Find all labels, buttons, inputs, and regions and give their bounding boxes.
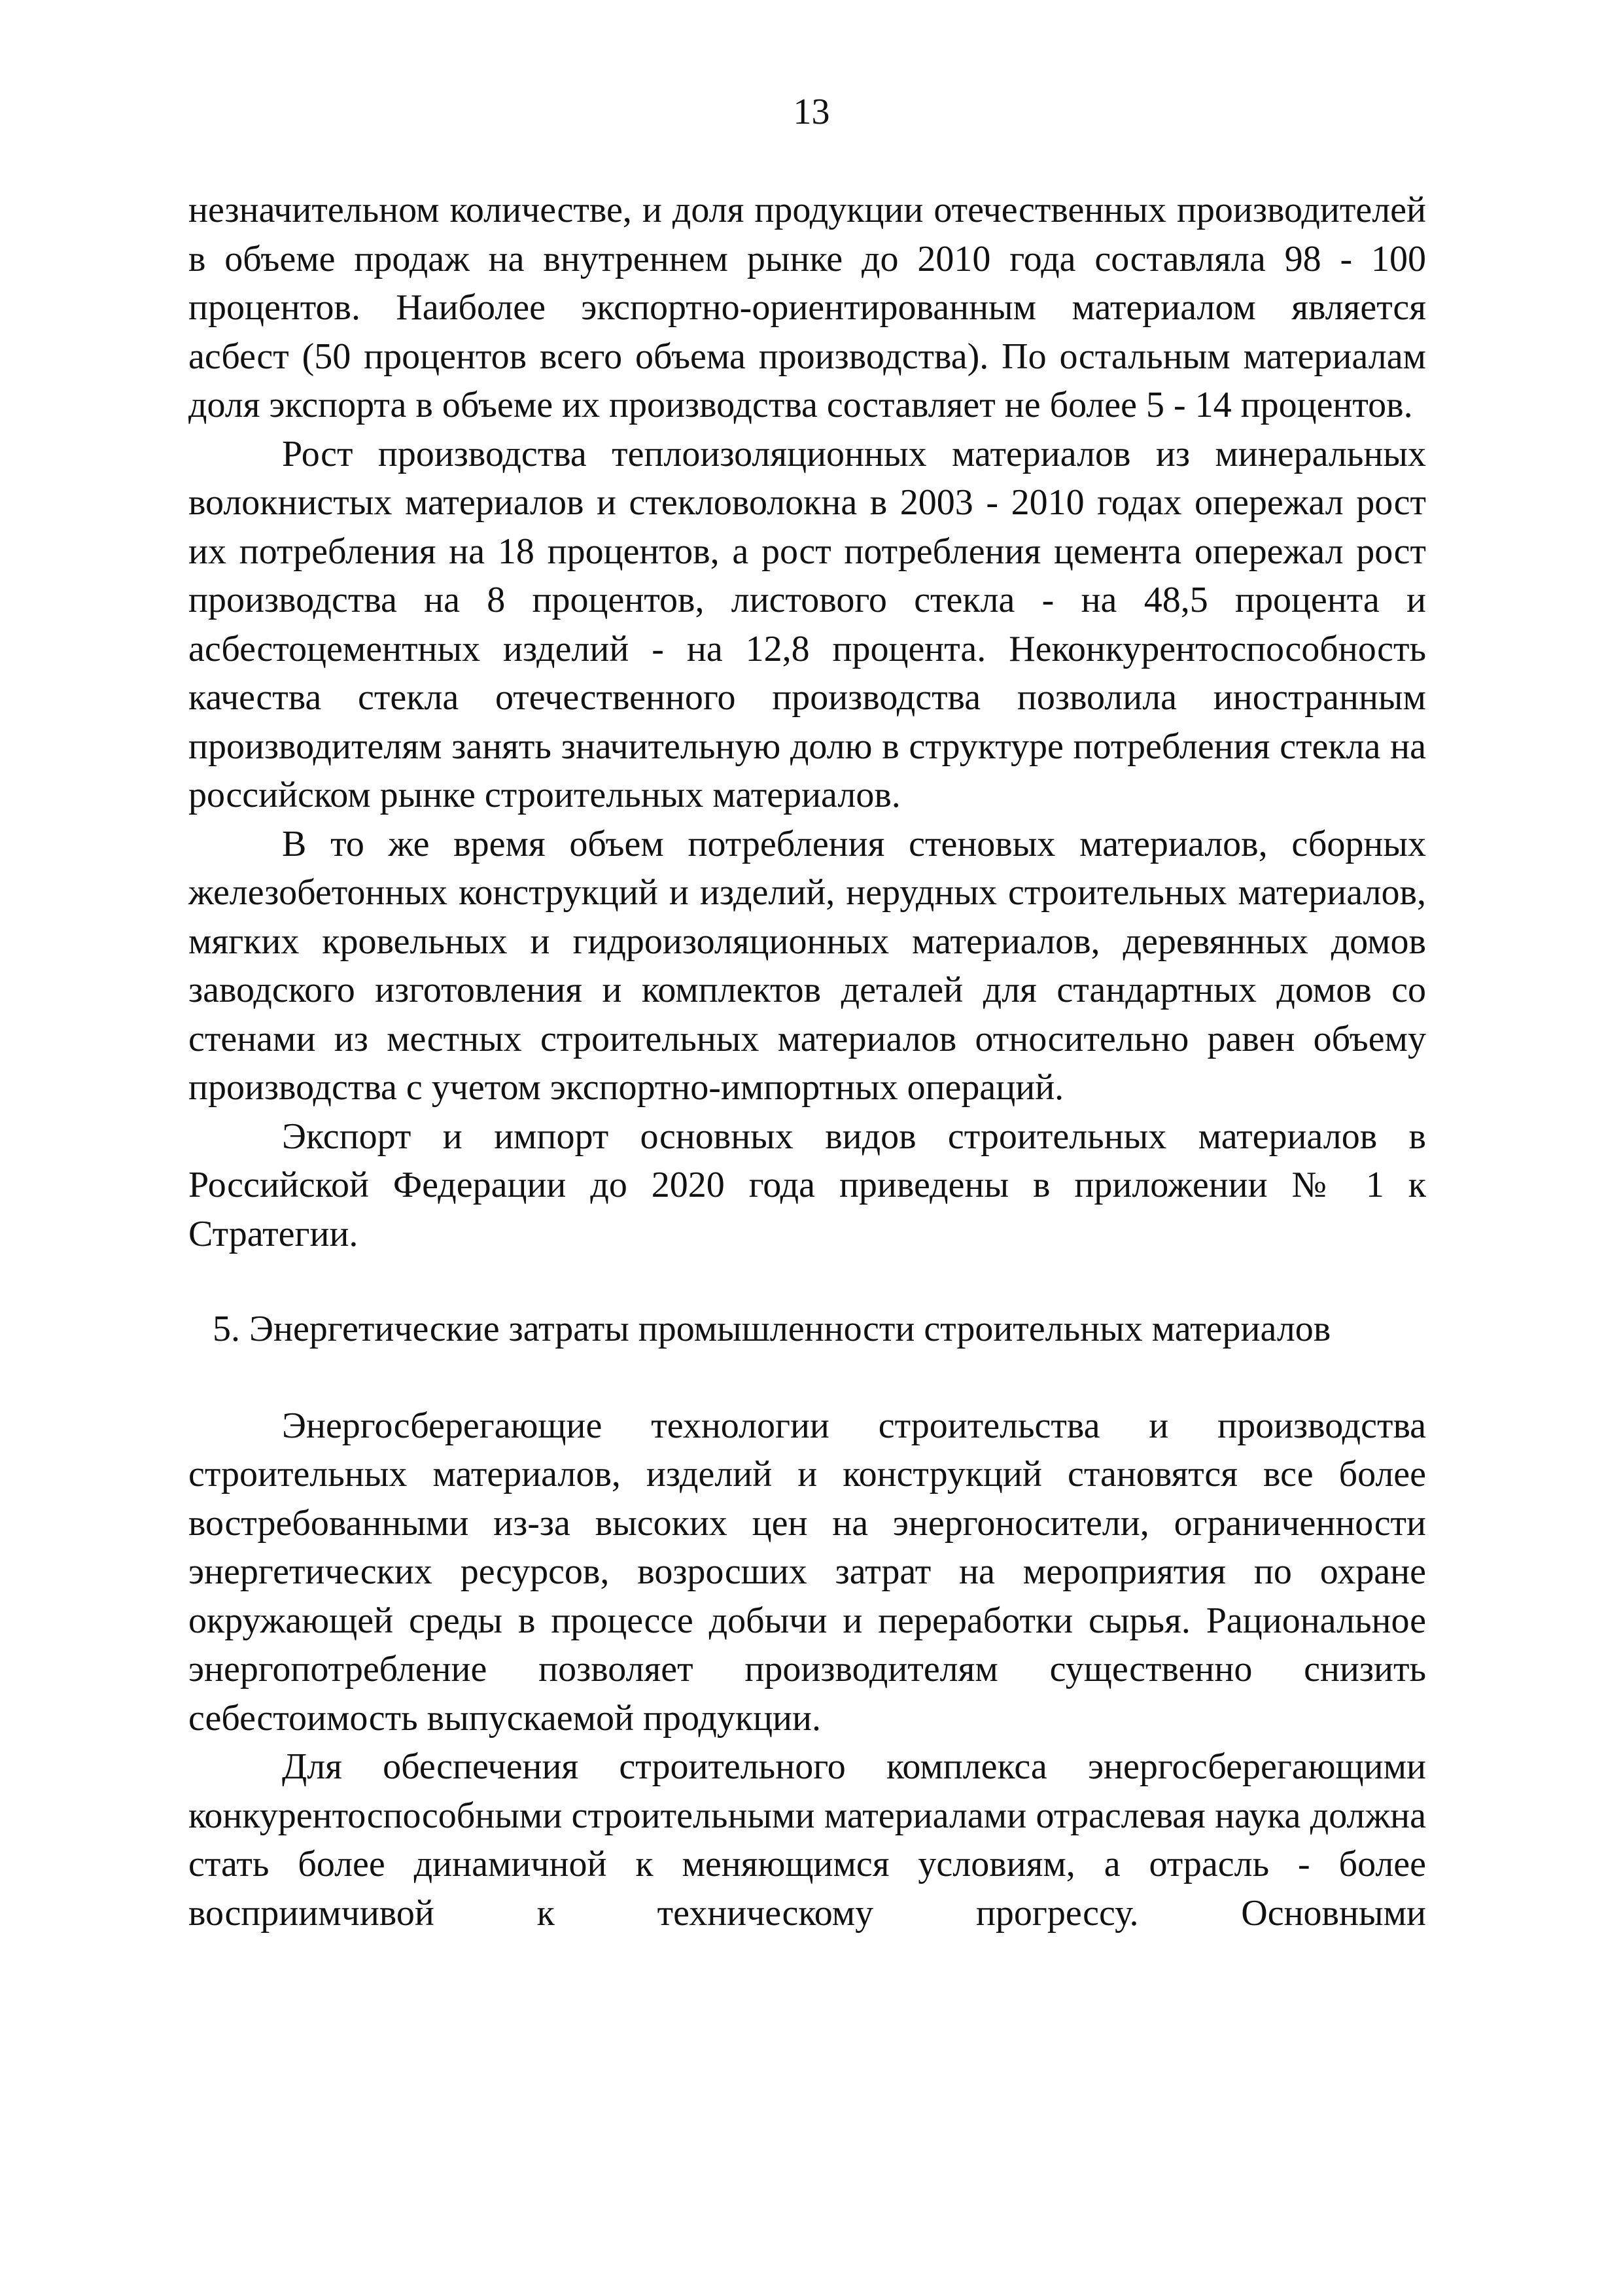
paragraph-industry-science: Для обеспечения строительного комплекса энергосберегающими конкурентоспособными строительными материалами отраслевая наука должна стать более динамичной к меняющимся условиям, а отрасль - более восприимчивой к техническому прогрессу. Основными	[188, 1746, 1426, 1934]
paragraph-consumption-volume: В то же время объем потребления стеновых материалов, сборных железобетонных конструкций и изделий, нерудных строительных материалов, мягких кровельных и гидроизоляционных материалов, деревянных домов заводского изготовления и комплектов деталей для стандартных домов со стенами из местных строительных материалов относительно равен объему производства с учетом экспортно-импортных операций.	[188, 823, 1426, 1108]
page-number: 13	[793, 92, 830, 132]
paragraph-continuation: незначительном количестве, и доля продукции отечественных производителей в объеме продаж на внутреннем рынке до 2010 года составляла 98 - 100 процентов. Наиболее экспортно-ориентированным материалом является асбест (50 процентов всего объема производства). По остальным материалам доля экспорта в объеме их производства составляет не более 5 - 14 процентов.	[188, 190, 1426, 425]
paragraph-energy-saving: Энергосберегающие технологии строительства и производства строительных материалов, изделий и конструкций становятся все более востребованными из-за высоких цен на энергоносители, ограниченности энергетических ресурсов, возросших затрат на мероприятия по охране окружающей среды в процессе добычи и переработки сырья. Рациональное энергопотребление позволяет производителям существенно снизить себестоимость выпускаемой продукции.	[188, 1405, 1426, 1739]
document-body	[188, 186, 1426, 1937]
section-heading: 5. Энергетические затраты промышленности строительных материалов	[213, 1309, 1331, 1349]
paragraph-production-growth: Рост производства теплоизоляционных материалов из минеральных волокнистых материалов и стекловолокна в 2003 - 2010 годах опережал рост их потребления на 18 процентов, а рост потребления цемента опережал рост производства на 8 процентов, листового стекла - на 48,5 процента и асбестоцементных изделий - на 12,8 процента. Неконкурентоспособность качества стекла отечественного производства позволила иностранным производителям занять значительную долю в структуре потребления стекла на российском рынке строительных материалов.	[188, 433, 1426, 815]
paragraph-export-import: Экспорт и импорт основных видов строительных материалов в Российской Федерации до 2020 года приведены в приложении № 1 к Стратегии.	[188, 1116, 1426, 1254]
